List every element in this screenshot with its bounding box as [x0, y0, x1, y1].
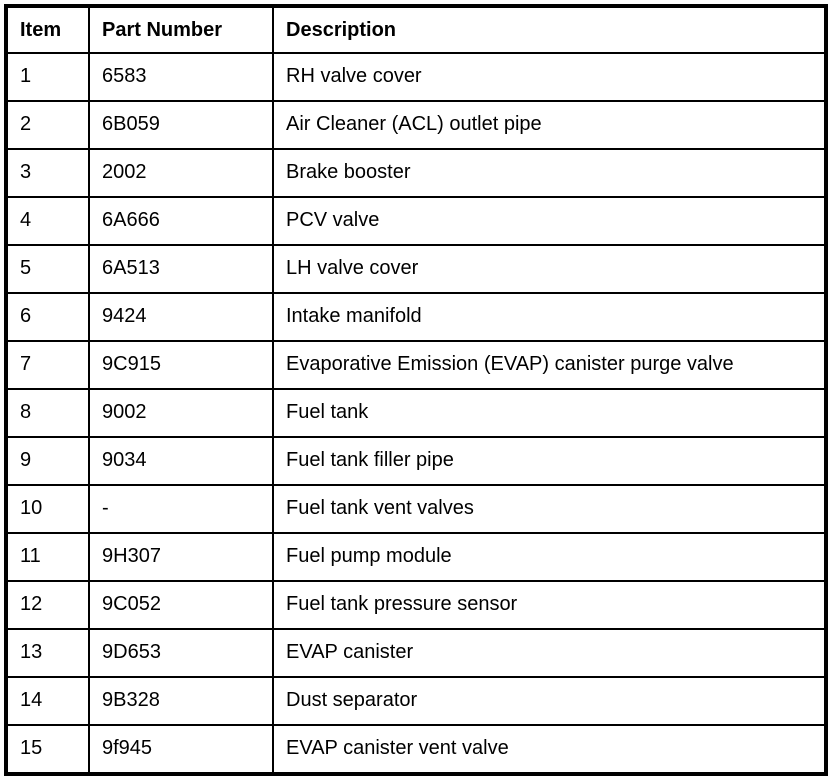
- part-number-cell: 9f945: [89, 725, 273, 774]
- description-cell: RH valve cover: [273, 53, 826, 101]
- part-number-cell: 9D653: [89, 629, 273, 677]
- description-cell: Air Cleaner (ACL) outlet pipe: [273, 101, 826, 149]
- item-cell: 12: [6, 581, 89, 629]
- item-cell: 11: [6, 533, 89, 581]
- header-row: [6, 6, 826, 53]
- item-cell: 8: [6, 389, 89, 437]
- part-number-cell: 9C915: [89, 341, 273, 389]
- item-cell: 2: [6, 101, 89, 149]
- description-cell: LH valve cover: [273, 245, 826, 293]
- table-row: [6, 341, 826, 389]
- table-row: [6, 437, 826, 485]
- item-cell: 9: [6, 437, 89, 485]
- part-number-cell: 9C052: [89, 581, 273, 629]
- table-row: [6, 725, 826, 774]
- parts-table-header: [6, 6, 826, 53]
- item-cell: 4: [6, 197, 89, 245]
- item-cell: 6: [6, 293, 89, 341]
- column-header-description: Description: [273, 6, 826, 53]
- table-row: [6, 149, 826, 197]
- item-cell: 15: [6, 725, 89, 774]
- description-cell: Fuel tank filler pipe: [273, 437, 826, 485]
- table-row: [6, 53, 826, 101]
- table-row: [6, 581, 826, 629]
- item-cell: 7: [6, 341, 89, 389]
- description-cell: Fuel pump module: [273, 533, 826, 581]
- item-cell: 3: [6, 149, 89, 197]
- item-cell: 5: [6, 245, 89, 293]
- part-number-cell: 6A666: [89, 197, 273, 245]
- table-row: [6, 629, 826, 677]
- table-row: [6, 245, 826, 293]
- part-number-cell: 9002: [89, 389, 273, 437]
- part-number-cell: 2002: [89, 149, 273, 197]
- part-number-cell: 9H307: [89, 533, 273, 581]
- description-cell: Fuel tank pressure sensor: [273, 581, 826, 629]
- description-cell: Evaporative Emission (EVAP) canister purge valve: [273, 341, 826, 389]
- part-number-cell: 9424: [89, 293, 273, 341]
- description-cell: EVAP canister vent valve: [273, 725, 826, 774]
- description-cell: Intake manifold: [273, 293, 826, 341]
- description-cell: PCV valve: [273, 197, 826, 245]
- description-cell: Fuel tank vent valves: [273, 485, 826, 533]
- table-row: [6, 197, 826, 245]
- table-row: [6, 485, 826, 533]
- column-header-item: Item: [6, 6, 89, 53]
- item-cell: 14: [6, 677, 89, 725]
- part-number-cell: 6B059: [89, 101, 273, 149]
- part-number-cell: -: [89, 485, 273, 533]
- parts-table: [4, 4, 828, 776]
- description-cell: Fuel tank: [273, 389, 826, 437]
- item-cell: 13: [6, 629, 89, 677]
- parts-table-container: [4, 4, 828, 776]
- part-number-cell: 9B328: [89, 677, 273, 725]
- description-cell: Dust separator: [273, 677, 826, 725]
- column-header-part-number: Part Number: [89, 6, 273, 53]
- table-row: [6, 293, 826, 341]
- item-cell: 1: [6, 53, 89, 101]
- parts-table-body: [6, 53, 826, 774]
- table-row: [6, 101, 826, 149]
- table-row: [6, 389, 826, 437]
- item-cell: 10: [6, 485, 89, 533]
- part-number-cell: 9034: [89, 437, 273, 485]
- part-number-cell: 6583: [89, 53, 273, 101]
- table-row: [6, 677, 826, 725]
- description-cell: Brake booster: [273, 149, 826, 197]
- table-row: [6, 533, 826, 581]
- description-cell: EVAP canister: [273, 629, 826, 677]
- part-number-cell: 6A513: [89, 245, 273, 293]
